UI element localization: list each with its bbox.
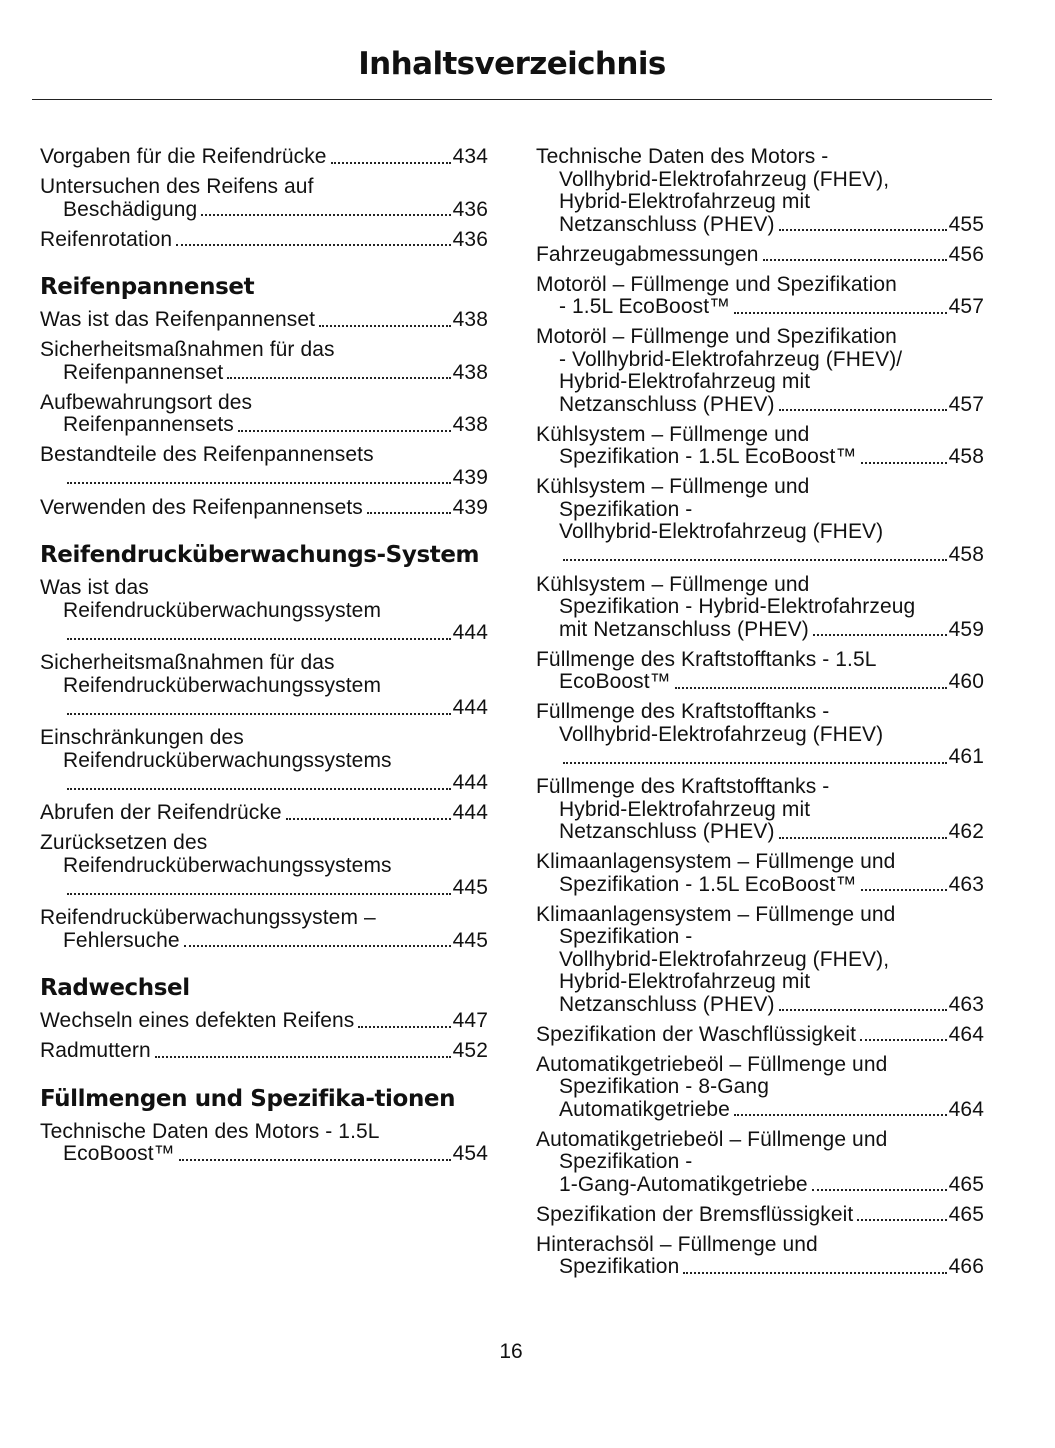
toc-entry-title: Fehlersuche (63, 928, 180, 952)
toc-page-number[interactable]: 463 (948, 872, 984, 896)
toc-page-number[interactable]: 445 (452, 876, 488, 899)
toc-entry-line: Motoröl – Füllmenge und Spezifikation (536, 272, 897, 296)
section-heading: Füllmengen und Spezifika-tionen (40, 1085, 456, 1112)
toc-page-number[interactable]: 464 (948, 1097, 984, 1121)
toc-entry-line: Spezifikation - 8-Gang (559, 1075, 769, 1098)
toc-right-column (536, 146, 984, 1286)
toc-entry-lastline (40, 1040, 488, 1063)
toc-entry[interactable] (536, 851, 984, 896)
toc-entry-lastline (40, 1010, 488, 1033)
toc-page-number[interactable]: 458 (948, 445, 984, 468)
dot-leader (227, 377, 450, 379)
dot-leader (201, 214, 450, 216)
toc-entry-lastline (63, 622, 488, 645)
toc-entry-title: Spezifikation der Waschflüssigkeit (536, 1022, 857, 1046)
dot-leader (563, 762, 947, 764)
toc-entry-line: Spezifikation - (559, 497, 693, 521)
toc-page-number[interactable]: 457 (948, 295, 984, 318)
toc-entry[interactable] (536, 326, 984, 416)
toc-entry-lastline (536, 244, 984, 267)
toc-entry-line: Kühlsystem – Füllmenge und (536, 475, 810, 498)
toc-entry-lastline (40, 229, 488, 252)
toc-entry-title: Verwenden des Reifenpannensets (40, 495, 363, 519)
dot-leader (67, 788, 451, 790)
toc-entry[interactable] (536, 776, 984, 844)
toc-page-number[interactable]: 438 (452, 360, 488, 384)
toc-entry-title: Spezifikation - 1.5L EcoBoost™ (559, 445, 857, 468)
toc-entry-lastline (559, 821, 984, 844)
toc-entry-title: Reifenrotation (40, 227, 173, 251)
toc-entry[interactable] (40, 339, 488, 384)
toc-entry-title: Spezifikation (559, 1255, 680, 1278)
toc-page-number[interactable]: 457 (948, 392, 984, 416)
toc-page-number[interactable]: 463 (948, 992, 984, 1016)
toc-entry[interactable] (40, 832, 488, 900)
toc-page-number[interactable]: 445 (452, 928, 488, 952)
toc-entry[interactable] (536, 904, 984, 1017)
toc-entry[interactable] (536, 1129, 984, 1197)
toc-entry[interactable] (40, 907, 488, 952)
toc-page-number[interactable]: 444 (452, 696, 488, 719)
toc-entry-lastline (559, 296, 984, 319)
toc-entry-lastline (63, 467, 488, 490)
toc-entry[interactable] (40, 176, 488, 221)
dot-leader (184, 945, 451, 947)
toc-entry-title: - 1.5L EcoBoost™ (559, 295, 731, 318)
toc-entry-title: Radmuttern (40, 1039, 151, 1062)
toc-entry-line: - Vollhybrid-Elektrofahrzeug (FHEV)/ (559, 347, 903, 371)
toc-page-number[interactable]: 455 (948, 212, 984, 236)
toc-entry[interactable] (40, 497, 488, 520)
page-number: 16 (499, 1340, 523, 1363)
toc-entry-lastline (559, 1174, 984, 1197)
dot-leader (779, 409, 947, 411)
dot-leader (358, 1026, 450, 1028)
toc-page-number[interactable]: 458 (948, 542, 984, 566)
toc-page-number[interactable]: 444 (452, 771, 488, 794)
toc-entry-title: Spezifikation der Bremsflüssigkeit (536, 1202, 854, 1226)
dot-leader (812, 1189, 947, 1191)
toc-entry-lastline (559, 214, 984, 237)
toc-entry[interactable] (40, 1040, 488, 1063)
section-heading: Reifenpannenset (40, 274, 255, 300)
dot-leader (734, 1114, 947, 1116)
toc-entry-line: Hybrid-Elektrofahrzeug mit (559, 797, 811, 821)
toc-entry-line: Hybrid-Elektrofahrzeug mit (559, 970, 811, 993)
dot-leader (367, 512, 451, 514)
dot-leader (813, 634, 947, 636)
toc-entry-line: Was ist das (40, 576, 149, 599)
toc-entry-lastline (63, 772, 488, 795)
toc-entry-title: Wechseln eines defekten Reifens (40, 1009, 355, 1032)
dot-leader (67, 893, 451, 895)
toc-entry-lastline (559, 544, 984, 567)
toc-entry-line: Sicherheitsmaßnahmen für das (40, 338, 335, 361)
toc-page-number[interactable]: 438 (452, 308, 488, 331)
toc-entry[interactable] (40, 392, 488, 437)
toc-entry-line: Technische Daten des Motors - (536, 145, 829, 168)
toc-entry-line: Füllmenge des Kraftstofftanks - 1.5L (536, 647, 877, 671)
toc-entry[interactable] (536, 1204, 984, 1227)
toc-entry-line: Vollhybrid-Elektrofahrzeug (FHEV) (559, 722, 884, 746)
dot-leader (286, 818, 451, 820)
toc-entry-lastline (63, 1143, 488, 1166)
title-divider (32, 99, 992, 100)
toc-page-number[interactable]: 447 (452, 1009, 488, 1032)
toc-entry-title: Reifenpannensets (63, 413, 234, 436)
toc-entry-line: Kühlsystem – Füllmenge und (536, 422, 810, 446)
toc-page-number[interactable]: 461 (948, 745, 984, 768)
toc-entry-title: Reifenpannenset (63, 360, 224, 384)
toc-page-number[interactable]: 444 (452, 621, 488, 644)
toc-entry-lastline (40, 497, 488, 520)
toc-page-number[interactable]: 459 (948, 617, 984, 641)
dot-leader (734, 312, 946, 314)
toc-left-column (40, 146, 488, 1173)
toc-entry[interactable] (40, 727, 488, 795)
toc-entry-lastline (63, 362, 488, 385)
toc-page-number[interactable]: 465 (948, 1202, 984, 1226)
toc-entry-title: EcoBoost™ (63, 1142, 175, 1165)
toc-entry-lastline (559, 394, 984, 417)
toc-entry-line: Klimaanlagensystem – Füllmenge und (536, 902, 896, 926)
dot-leader (860, 1039, 947, 1041)
toc-entry[interactable] (40, 146, 488, 169)
toc-entry[interactable] (40, 1010, 488, 1033)
toc-entry[interactable] (536, 1024, 984, 1047)
toc-entry-lastline (559, 446, 984, 469)
toc-entry-title: Netzanschluss (PHEV) (559, 392, 775, 416)
dot-leader (779, 837, 947, 839)
toc-entry-title: Spezifikation - 1.5L EcoBoost™ (559, 872, 857, 896)
toc-entry-title: Automatikgetriebe (559, 1097, 730, 1121)
dot-leader (675, 687, 947, 689)
toc-entry-lastline (536, 1024, 984, 1047)
toc-entry-title: Fahrzeugabmessungen (536, 242, 759, 266)
toc-entry-line: Zurücksetzen des (40, 831, 208, 854)
toc-entry-lastline (40, 309, 488, 332)
toc-entry-line: Kühlsystem – Füllmenge und (536, 572, 810, 596)
dot-leader (176, 244, 451, 246)
toc-page-number[interactable]: 436 (452, 197, 488, 221)
toc-page-number[interactable]: 460 (948, 670, 984, 693)
dot-leader (563, 559, 947, 561)
toc-entry-lastline (40, 802, 488, 825)
toc-entry-title: 1-Gang-Automatikgetriebe (559, 1172, 808, 1196)
toc-entry-line: Reifendrucküberwachungssystem (63, 598, 382, 622)
toc-entry[interactable] (536, 1234, 984, 1279)
dot-leader (861, 889, 947, 891)
dot-leader (861, 462, 947, 464)
toc-entry[interactable] (40, 577, 488, 645)
toc-entry[interactable] (40, 802, 488, 825)
toc-entry-line: Automatikgetriebeöl – Füllmenge und (536, 1127, 888, 1151)
dot-leader (331, 162, 451, 164)
toc-entry-title: Was ist das Reifenpannenset (40, 308, 316, 331)
toc-entry-line: Spezifikation - (559, 925, 693, 948)
toc-page-number[interactable]: 456 (948, 242, 984, 266)
dot-leader (763, 259, 947, 261)
toc-entry[interactable] (40, 1121, 488, 1166)
toc-entry-lastline (63, 877, 488, 900)
toc-page-number[interactable]: 462 (948, 820, 984, 843)
page-title: Inhaltsverzeichnis (358, 46, 666, 82)
toc-page-number[interactable]: 452 (452, 1039, 488, 1062)
dot-leader (67, 638, 451, 640)
toc-entry-line: Bestandteile des Reifenpannensets (40, 443, 374, 466)
toc-page-number[interactable]: 434 (452, 145, 488, 168)
dot-leader (67, 482, 451, 484)
toc-page-number[interactable]: 439 (452, 465, 488, 489)
toc-page-number[interactable]: 444 (452, 801, 488, 824)
toc-entry-lastline (559, 1099, 984, 1122)
toc-entry-line: Untersuchen des Reifens auf (40, 175, 314, 198)
toc-entry-title: Netzanschluss (PHEV) (559, 820, 775, 843)
toc-entry-lastline (559, 746, 984, 769)
toc-entry-title: Vorgaben für die Reifendrücke (40, 145, 327, 168)
toc-entry-line: Vollhybrid-Elektrofahrzeug (FHEV) (559, 520, 884, 543)
section-heading: Radwechsel (40, 975, 190, 1001)
toc-entry-line: Vollhybrid-Elektrofahrzeug (FHEV), (559, 167, 890, 191)
toc-entry-lastline (559, 1256, 984, 1279)
dot-leader (779, 1009, 947, 1011)
toc-entry[interactable] (40, 309, 488, 332)
toc-entry-lastline (559, 619, 984, 642)
toc-entry[interactable] (536, 274, 984, 319)
toc-entry[interactable] (536, 424, 984, 469)
toc-entry-title: mit Netzanschluss (PHEV) (559, 617, 809, 641)
toc-entry[interactable] (536, 146, 984, 236)
dot-leader (67, 713, 451, 715)
toc-entry-line: Motoröl – Füllmenge und Spezifikation (536, 325, 897, 348)
toc-entry-line: Reifendrucküberwachungssystems (63, 853, 392, 877)
toc-entry-title: Netzanschluss (PHEV) (559, 992, 775, 1016)
dot-leader (179, 1159, 451, 1161)
dot-leader (857, 1219, 946, 1221)
toc-entry-line: Reifendrucküberwachungssystem (63, 673, 382, 697)
toc-entry-lastline (559, 994, 984, 1017)
toc-page-number[interactable]: 439 (452, 495, 488, 519)
toc-page-number[interactable]: 466 (948, 1255, 984, 1278)
toc-entry-line: Reifendrucküberwachungssystem – (40, 906, 376, 929)
toc-entry[interactable] (536, 1054, 984, 1122)
toc-entry-lastline (559, 874, 984, 897)
toc-entry-line: Hybrid-Elektrofahrzeug mit (559, 190, 811, 213)
toc-entry[interactable] (536, 476, 984, 566)
toc-page-number[interactable]: 436 (452, 227, 488, 251)
toc-entry-line: Spezifikation - Hybrid-Elektrofahrzeug (559, 595, 916, 618)
toc-entry-lastline (536, 1204, 984, 1227)
toc-entry-line: Hybrid-Elektrofahrzeug mit (559, 370, 811, 393)
toc-page-number[interactable]: 464 (948, 1022, 984, 1046)
dot-leader (155, 1056, 451, 1058)
section-heading: Reifendrucküberwachungs-System (40, 542, 480, 568)
toc-page-number[interactable]: 465 (948, 1172, 984, 1196)
toc-entry-lastline (40, 146, 488, 169)
toc-entry[interactable] (536, 701, 984, 769)
toc-entry-line: Füllmenge des Kraftstofftanks - (536, 700, 830, 723)
toc-entry[interactable] (536, 574, 984, 642)
toc-entry-lastline (559, 671, 984, 694)
toc-entry-line: Einschränkungen des (40, 726, 244, 749)
dot-leader (683, 1272, 946, 1274)
toc-entry-line: Hinterachsöl – Füllmenge und (536, 1232, 818, 1256)
toc-entry-lastline (63, 697, 488, 720)
toc-entry-title: Abrufen der Reifendrücke (40, 801, 282, 824)
toc-entry-line: Vollhybrid-Elektrofahrzeug (FHEV), (559, 947, 890, 971)
toc-entry-line: Klimaanlagensystem – Füllmenge und (536, 850, 896, 873)
toc-entry[interactable] (40, 229, 488, 252)
toc-page-number[interactable]: 438 (452, 413, 488, 436)
toc-page-number[interactable]: 454 (452, 1142, 488, 1165)
toc-entry-lastline (63, 199, 488, 222)
toc-entry[interactable] (536, 649, 984, 694)
toc-entry-title: Netzanschluss (PHEV) (559, 212, 775, 236)
toc-entry-lastline (63, 930, 488, 953)
dot-leader (779, 229, 947, 231)
dot-leader (238, 430, 451, 432)
toc-entry-line: Spezifikation - (559, 1150, 693, 1173)
dot-leader (319, 325, 451, 327)
toc-entry-lastline (63, 414, 488, 437)
toc-entry-title: Beschädigung (63, 197, 198, 221)
toc-entry-title: EcoBoost™ (559, 670, 671, 693)
toc-entry-line: Aufbewahrungsort des (40, 390, 253, 414)
toc-entry[interactable] (536, 244, 984, 267)
toc-entry[interactable] (40, 444, 488, 489)
toc-entry-line: Automatikgetriebeöl – Füllmenge und (536, 1052, 888, 1076)
toc-entry-line: Sicherheitsmaßnahmen für das (40, 651, 335, 674)
toc-entry[interactable] (40, 652, 488, 720)
toc-entry-line: Füllmenge des Kraftstofftanks - (536, 775, 830, 798)
toc-entry-line: Technische Daten des Motors - 1.5L (40, 1119, 380, 1143)
toc-entry-line: Reifendrucküberwachungssystems (63, 748, 392, 772)
